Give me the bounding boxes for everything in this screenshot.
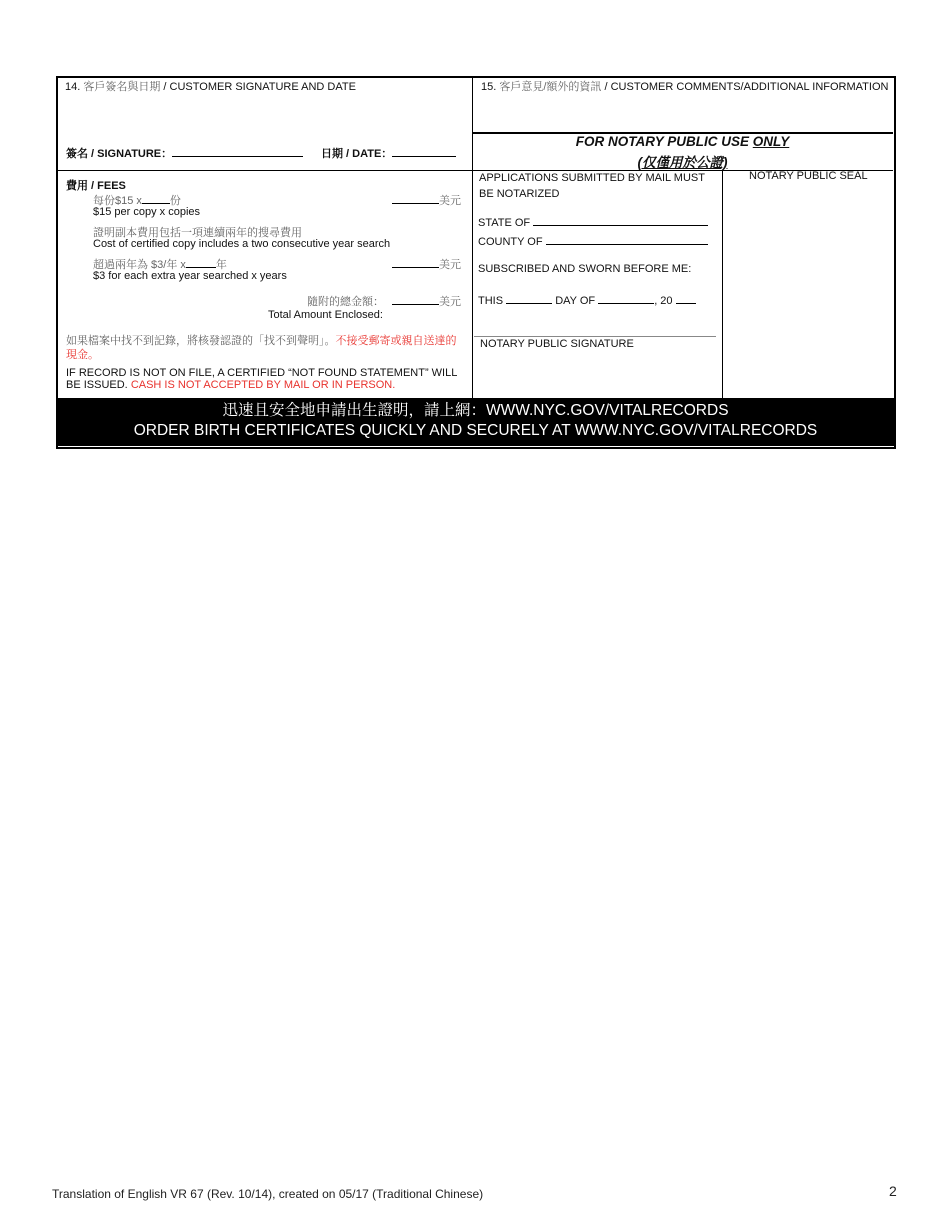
not-found-en: IF RECORD IS NOT ON FILE, A CERTIFIED “NOT FOUND STATEMENT” WILL BE ISSUED. CASH IS NOT ACCEPTED BY MAIL OR IN PERSON. [66, 367, 457, 391]
state-of: STATE OF [478, 216, 708, 229]
notary-signature-label: NOTARY PUBLIC SIGNATURE [480, 338, 634, 350]
mail-notice-1: APPLICATIONS SUBMITTED BY MAIL MUST [479, 172, 705, 184]
total-amount: 美元 [392, 293, 461, 309]
includes-en: Cost of certified copy includes a two consecutive year search [93, 238, 391, 250]
includes-zh: 證明副本費用包括一項連續兩年的搜尋費用 [93, 227, 302, 239]
divider [57, 170, 472, 171]
signature-field[interactable] [172, 145, 303, 157]
extra-zh: 超過兩年為 $3/年 x 年 [93, 259, 227, 271]
notary-heading-zh: (仅僅用於公證) [637, 155, 728, 170]
per-copy-en: $15 per copy x copies [93, 206, 201, 218]
extra-amount-field[interactable] [392, 258, 439, 268]
mail-notice-2: BE NOTARIZED [479, 188, 560, 200]
banner [57, 398, 894, 446]
years-field[interactable] [186, 258, 216, 268]
county-of: COUNTY OF [478, 235, 708, 248]
day-field[interactable] [506, 294, 552, 304]
divider [722, 170, 723, 398]
banner-line-en: ORDER BIRTH CERTIFICATES QUICKLY AND SECURELY AT WWW.NYC.GOV/VITALRECORDS [133, 422, 818, 439]
notary-heading: FOR NOTARY PUBLIC USE ONLY [575, 134, 790, 149]
per-copy-zh: 每份$15 x 份 [93, 195, 181, 207]
date-line: THIS DAY OF , 20 [478, 294, 696, 307]
total-zh: 隨附的總金額： [307, 296, 384, 308]
year-field[interactable] [676, 294, 696, 304]
month-field[interactable] [598, 294, 654, 304]
copies-amount-field[interactable] [392, 194, 439, 204]
county-field[interactable] [546, 235, 708, 245]
date-field[interactable] [392, 145, 456, 157]
total-amount-field[interactable] [392, 295, 439, 305]
copies-amount: 美元 [392, 192, 461, 208]
extra-amount: 美元 [392, 256, 461, 272]
signature-label: 簽名 / SIGNATURE： [66, 148, 173, 160]
banner-line-zh: 迅速且安全地申請出生證明，請上網：WWW.NYC.GOV/VITALRECORDS [222, 402, 729, 419]
fees-title: 費用 / FEES [66, 180, 126, 192]
not-found-zh: 如果檔案中找不到記錄，將核發認證的「找不到聲明」。不接受郵寄或親自送達的現金。 [66, 335, 457, 361]
section-14-title: 14. 客戶簽名與日期 / CUSTOMER SIGNATURE AND DATE [65, 81, 356, 93]
state-field[interactable] [533, 216, 708, 226]
page-number: 2 [889, 1183, 897, 1199]
divider [472, 77, 473, 398]
total-en: Total Amount Enclosed: [268, 309, 383, 321]
notary-seal-label: NOTARY PUBLIC SEAL [749, 170, 868, 182]
sworn-text: SUBSCRIBED AND SWORN BEFORE ME: [478, 263, 692, 275]
footer-text: Translation of English VR 67 (Rev. 10/14), created on 05/17 (Traditional Chinese) [52, 1187, 484, 1201]
copies-field[interactable] [142, 194, 170, 204]
section-15-title: 15. 客戶意見/額外的資訊 / CUSTOMER COMMENTS/ADDITIONAL INFORMATION [481, 81, 889, 93]
date-label: 日期 / DATE： [321, 148, 393, 160]
extra-en: $3 for each extra year searched x years [93, 270, 287, 282]
notary-signature-line[interactable] [474, 336, 716, 337]
